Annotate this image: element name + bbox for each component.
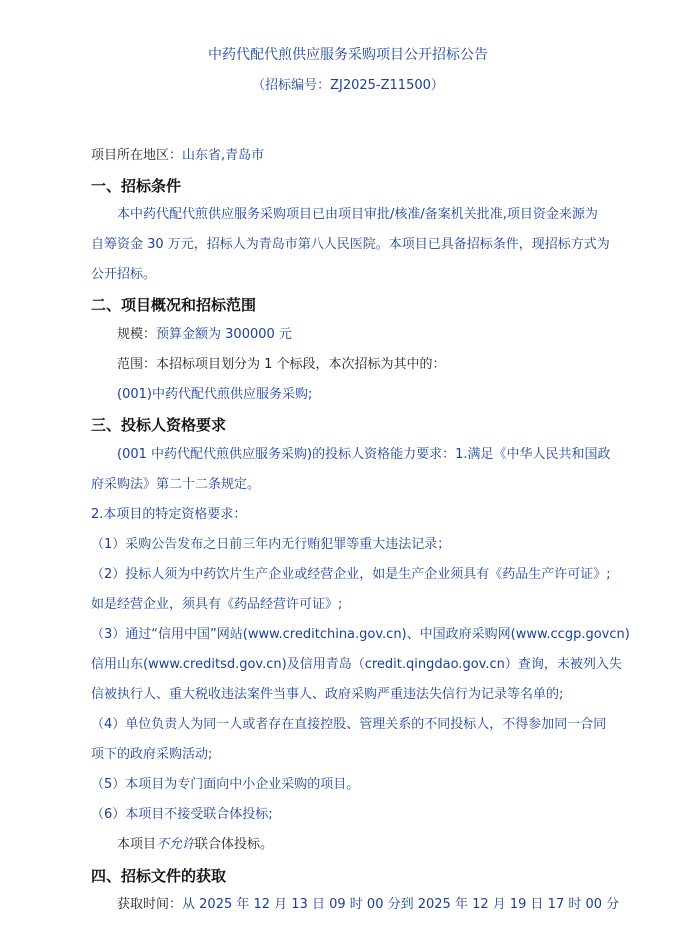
consortium-line xyxy=(117,836,273,854)
requirement-3-line-3: 信被执行人、重大税收违法案件当事人、政府采购严重违法失信行为记录等名单的; xyxy=(91,687,564,702)
requirement-2-line-2: 如是经营企业，须具有《药品经营许可证》; xyxy=(91,597,343,612)
scope-line: 范围：本招标项目划分为 1 个标段，本次招标为其中的： xyxy=(117,357,446,372)
section-heading-3: 三、投标人资格要求 xyxy=(91,416,227,434)
qualification-line-2: 府采购法》第二十二条规定。 xyxy=(91,477,261,492)
acquisition-time-line xyxy=(117,896,619,914)
qualification-line-3: 2.本项目的特定资格要求： xyxy=(91,507,247,522)
scale-line xyxy=(117,326,292,344)
requirement-1: （1）采购公告发布之日前三年内无行贿犯罪等重大违法记录； xyxy=(91,537,451,552)
requirement-3-line-2: 信用山东(www.creditsd.gov.cn)及信用青岛（credit.qingdao.gov.cn）查询，未被列入失 xyxy=(91,657,622,672)
qualification-line-1: (001 中药代配代煎供应服务采购)的投标人资格能力要求：1.满足《中华人民共和国政 xyxy=(117,447,611,462)
region-label: 项目所在地区： xyxy=(91,148,183,163)
requirement-2-line-1: （2）投标人须为中药饮片生产企业或经营企业，如是生产企业须具有《药品生产许可证》; xyxy=(91,567,611,582)
region-value: 山东省,青岛市 xyxy=(182,148,265,163)
consortium-not-allowed: 不允许 xyxy=(156,837,196,852)
bid-number: （招标编号：ZJ2025-Z11500） xyxy=(252,78,444,93)
page-title: 中药代配代煎供应服务采购项目公开招标公告 xyxy=(208,47,488,63)
acquisition-time-label: 获取时间： xyxy=(117,897,183,912)
section1-paragraph-line-2: 自筹资金 30 万元，招标人为青岛市第八人民医院。本项目已具备招标条件，现招标方式为 xyxy=(91,237,610,252)
section-heading-2: 二、项目概况和招标范围 xyxy=(91,296,257,314)
section-heading-4: 四、招标文件的获取 xyxy=(91,867,227,885)
section1-paragraph-line-3: 公开招标。 xyxy=(91,267,157,282)
scale-value: 预算金额为 300000 元 xyxy=(156,327,292,342)
requirement-3-line-1: （3）通过“信用中国”网站(www.creditchina.gov.cn)、中国政府采购网(www.ccgp.govcn) xyxy=(91,627,630,642)
region-line xyxy=(91,147,264,165)
scale-label: 规模： xyxy=(117,327,157,342)
requirement-4-line-2: 项下的政府采购活动; xyxy=(91,747,213,762)
requirement-6: （6）本项目不接受联合体投标; xyxy=(91,807,273,822)
acquisition-time-value: 从 2025 年 12 月 13 日 09 时 00 分到 2025 年 12 月 19 日 17 时 00 分 xyxy=(182,897,620,912)
section1-paragraph-line-1: 本中药代配代煎供应服务采购项目已由项目审批/核准/备案机关批准,项目资金来源为 xyxy=(117,207,598,222)
consortium-prefix: 本项目 xyxy=(117,837,157,852)
lot-line: (001)中药代配代煎供应服务采购; xyxy=(117,387,313,402)
section-heading-1: 一、招标条件 xyxy=(91,177,182,195)
requirement-4-line-1: （4）单位负责人为同一人或者存在直接控股、管理关系的不同投标人，不得参加同一合同 xyxy=(91,717,607,732)
requirement-5: （5）本项目为专门面向中小企业采购的项目。 xyxy=(91,777,360,792)
consortium-suffix: 联合体投标。 xyxy=(195,837,274,852)
